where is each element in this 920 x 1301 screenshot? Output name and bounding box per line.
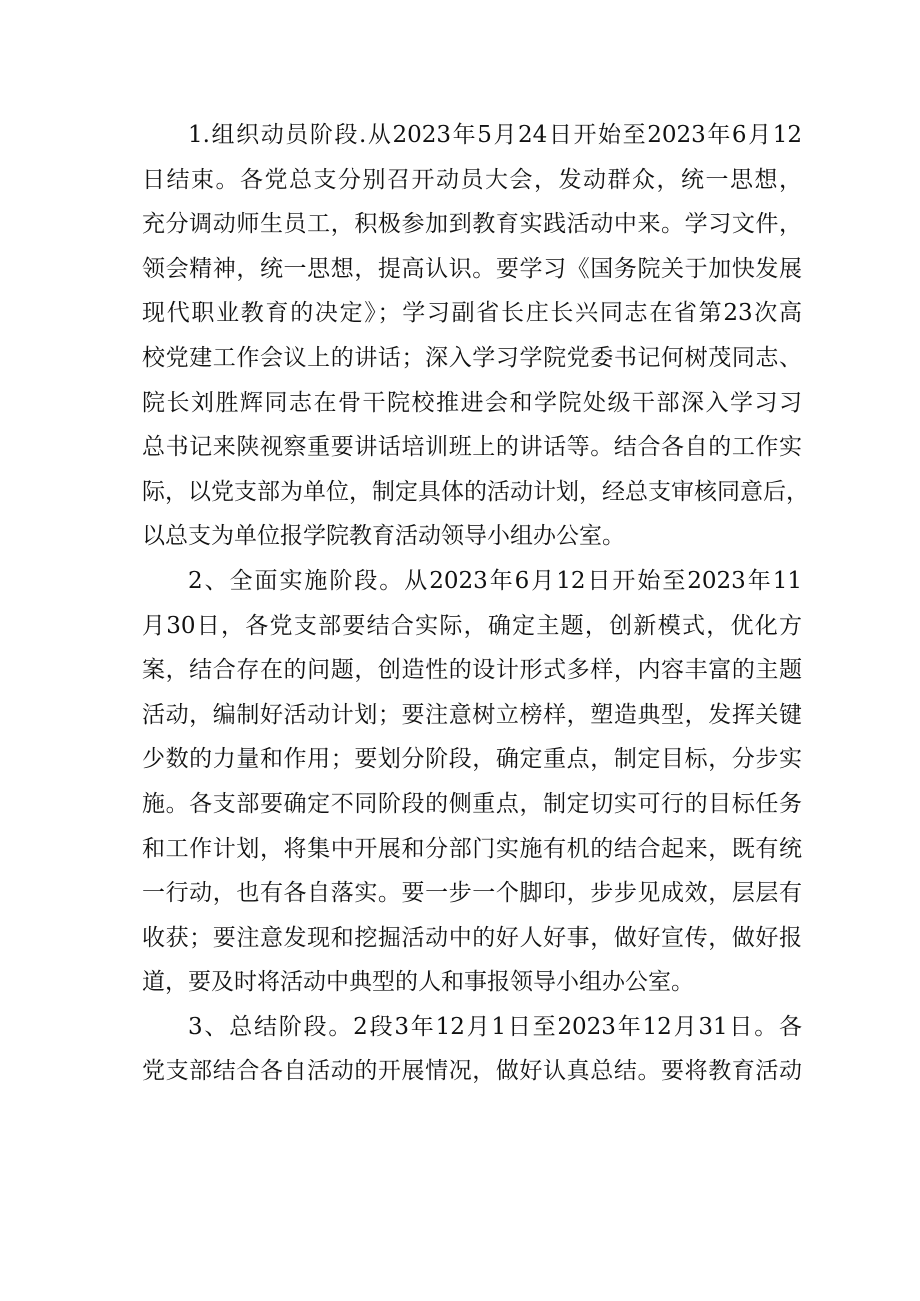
text-line: 1.组织动员阶段.从2023年5月24日开始至2023年6月12 xyxy=(188,122,802,148)
paragraph-organize-mobilize xyxy=(142,113,809,559)
text-line: 少数的力量和作用；要划分阶段，确定重点，制定目标，分步实 xyxy=(142,746,802,773)
paragraph-full-implementation xyxy=(142,559,802,1005)
text-line: 施。各支部要确定不同阶段的侧重点，制定切实可行的目标任务 xyxy=(142,790,802,817)
text-line: 日结束。各党总支分别召开动员大会，发动群众，统一思想， xyxy=(142,166,802,193)
text-line: 收获；要注意发现和挖掘活动中的好人好事，做好宣传，做好报 xyxy=(142,924,802,951)
text-line: 和工作计划，将集中开展和分部门实施有机的结合起来，既有统 xyxy=(142,835,802,862)
text-line: 3、总结阶段。2段3年12月1日至2023年12月31日。各 xyxy=(188,1013,802,1040)
text-line: 党支部结合各自活动的开展情况，做好认真总结。要将教育活动 xyxy=(142,1058,802,1085)
text-line: 充分调动师生员工，积极参加到教育实践活动中来。学习文件， xyxy=(142,211,802,238)
text-line: 总书记来陕视察重要讲话培训班上的讲话等。结合各自的工作实 xyxy=(142,434,802,461)
text-line: 月30日，各党支部要结合实际，确定主题，创新模式，优化方 xyxy=(142,612,802,639)
text-line: 际，以党支部为单位，制定具体的活动计划，经总支审核同意后， xyxy=(142,478,809,505)
document-body xyxy=(142,113,809,1094)
text-line: 以总支为单位报学院教育活动领导小组办公室。 xyxy=(142,523,625,550)
text-line: 领会精神，统一思想，提高认识。要学习《国务院关于加快发展 xyxy=(142,255,802,282)
text-line: 案，结合存在的问题，创造性的设计形式多样，内容丰富的主题 xyxy=(142,657,802,684)
text-line: 道，要及时将活动中典型的人和事报领导小组办公室。 xyxy=(142,969,694,996)
text-line: 活动，编制好活动计划；要注意树立榜样，塑造典型，发挥关键 xyxy=(142,701,802,728)
text-line: 院长刘胜辉同志在骨干院校推进会和学院处级干部深入学习习 xyxy=(142,389,802,416)
text-line: 一行动，也有各自落实。要一步一个脚印，步步见成效，层层有 xyxy=(142,880,802,907)
text-line: 现代职业教育的决定》；学习副省长庄长兴同志在省第23次高 xyxy=(142,300,802,327)
text-line: 校党建工作会议上的讲话；深入学习学院党委书记何树茂同志、 xyxy=(142,344,802,371)
text-line: 2、全面实施阶段。从2023年6月12日开始至2023年11 xyxy=(188,567,802,594)
paragraph-summary xyxy=(142,1005,802,1094)
